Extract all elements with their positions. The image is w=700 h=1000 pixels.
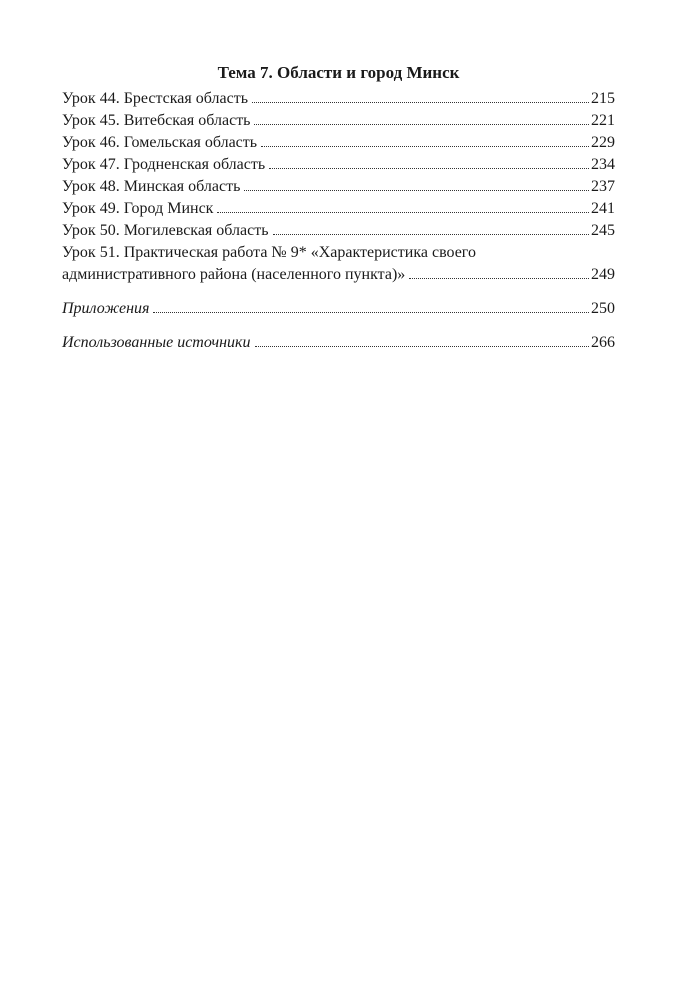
dot-leader xyxy=(269,168,589,169)
toc-entry-page: 241 xyxy=(591,200,615,217)
toc-entry-page: 245 xyxy=(591,222,615,239)
toc-entry-lesson-45 xyxy=(62,110,615,132)
toc-entry-label-line-2: административного района (населенного пункта)» xyxy=(62,266,406,283)
toc-entry-lesson-47 xyxy=(62,154,615,176)
toc-entry-page: 249 xyxy=(591,266,615,283)
dot-leader xyxy=(409,278,589,279)
dot-leader xyxy=(254,124,589,125)
toc-entry-label: Урок 44. Брестская область xyxy=(62,90,248,107)
toc-entry-page: 250 xyxy=(591,300,615,317)
toc-entry-lesson-44 xyxy=(62,88,615,110)
toc-entry-label: Урок 48. Минская область xyxy=(62,178,241,195)
toc-entry-lesson-49 xyxy=(62,198,615,220)
toc-entry-page: 221 xyxy=(591,112,615,129)
toc-entry-sources xyxy=(62,332,615,354)
toc-entry-label: Урок 45. Витебская область xyxy=(62,112,251,129)
toc-entry-lesson-46 xyxy=(62,132,615,154)
toc-entry-page: 234 xyxy=(591,156,615,173)
section-title: Тема 7. Области и город Минск xyxy=(217,63,460,82)
dot-leader xyxy=(244,190,589,191)
toc-entry-lesson-51 xyxy=(62,242,615,286)
toc-page xyxy=(62,62,615,354)
dot-leader xyxy=(217,212,589,213)
toc-entry-page: 237 xyxy=(591,178,615,195)
toc-list xyxy=(62,88,615,354)
toc-entry-page: 215 xyxy=(591,90,615,107)
toc-entry-lesson-50 xyxy=(62,220,615,242)
toc-entry-lesson-48 xyxy=(62,176,615,198)
toc-entry-label: Урок 46. Гомельская область xyxy=(62,134,258,151)
toc-entry-label: Урок 49. Город Минск xyxy=(62,200,214,217)
toc-entry-label: Урок 50. Могилевская область xyxy=(62,222,269,239)
dot-leader xyxy=(255,346,590,347)
toc-entry-label: Использованные источники xyxy=(62,334,251,351)
toc-entry-label: Урок 47. Гродненская область xyxy=(62,156,266,173)
dot-leader xyxy=(261,146,589,147)
dot-leader xyxy=(153,312,589,313)
dot-leader xyxy=(273,234,589,235)
toc-entry-page: 229 xyxy=(591,134,615,151)
toc-entry-label-line-1: Урок 51. Практическая работа № 9* «Характеристика своего xyxy=(62,244,476,261)
dot-leader xyxy=(252,102,589,103)
toc-entry-label: Приложения xyxy=(62,300,150,317)
toc-entry-appendix xyxy=(62,298,615,320)
toc-entry-page: 266 xyxy=(591,334,615,351)
